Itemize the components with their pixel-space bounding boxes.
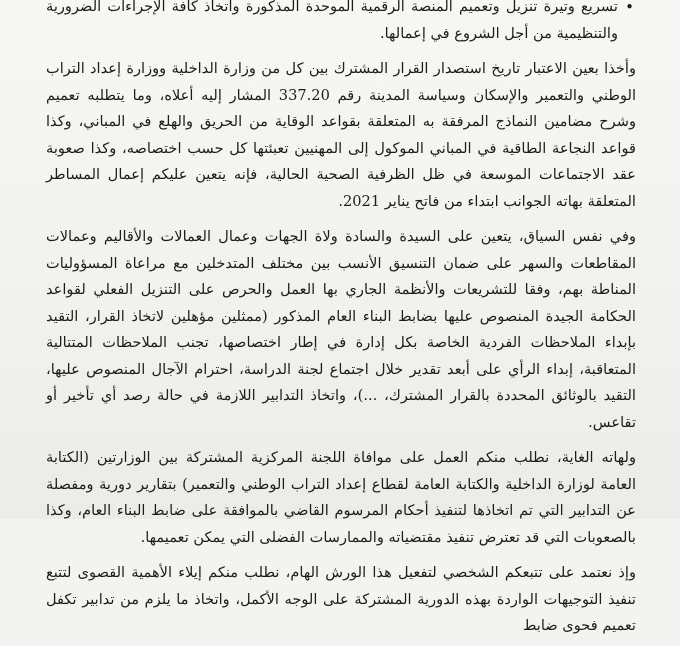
paragraph-2 [46, 56, 636, 215]
paragraph-1 [46, 0, 636, 47]
paragraph-4 [46, 445, 636, 551]
paragraph-line: على ضمان التنسيق الأنسب بين مختلف المتدخلين مع مراعاة المسؤوليات المناطة بهم، وفقا للتشريعات والأنظمة [46, 254, 637, 298]
paragraph-line: التوجيهات الواردة بهذه الدورية المشتركة على الوجه الأكمل، واتخاذ ما يلزم من تدابير تكفل تعميم فحوى ضابط [46, 590, 636, 634]
paragraph-line: الداخلية والكتابة العامة لقطاع إعداد التراب الوطني والتعمير) بتقارير دورية ومفصلة عن التدابير التي تم [46, 475, 637, 519]
bullet-icon: • [625, 0, 634, 16]
paragraph-3 [46, 224, 636, 436]
paragraph-line: وإذ نعتمد على تتبعكم الشخصي لتفعيل هذا الورش الهام، نطلب منكم إيلاء الأهمية القصوى لتتبع تنفيذ [46, 564, 636, 608]
paragraph-line: المرفقة به المتعلقة بقواعد الوقاية من الحريق والهلع في المباني، وكذا قواعد النجاعة الطاقية في المباني الموكول إلى [46, 113, 636, 157]
paragraph-line: ولهاته الغاية، نطلب منكم العمل على موافاة اللجنة المركزية المشتركة بين الوزارتين (الكتابة العامة لوزارة [46, 449, 636, 493]
paragraph-5 [46, 560, 636, 640]
paragraph-line: المذكور (ممثلين مؤهلين لاتخاذ القرار، التقيد بإبداء الملاحظات الفردية الخاصة بكل إدارة في إطار اختصاصها، [46, 307, 637, 351]
paragraph-line: المنصوص عليها، التقيد بالوثائق المحددة بالقرار المشترك، ...)، واتخاذ التدابير اللازمة في حالة رصد أي تأخير أو [46, 360, 636, 404]
paragraph-line: الجاري بها العمل والحرص على التنزيل الفعلي لقواعد الحكامة الجيدة المنصوص عليها بضابط البناء العام [46, 281, 636, 325]
paragraph-line: المهنيين تعبئتها كل حسب اختصاصه، وكذا صعوبة عقد الاجتماعات الموسعة في ظل الظرفية الصحية الحالية، [46, 139, 637, 183]
paragraph-line: تقاعس. [588, 413, 636, 431]
paragraph-line: مقتضياته والممارسات الفضلى التي يمكن تعميمها. [140, 528, 442, 546]
paragraph-line: والتعمير والإسكان وسياسة المدينة رقم 337.20 المشار إليه أعلاه، وما يتطلبه تعميم وشرح مضامين النماذج [46, 86, 636, 130]
paragraph-line: فإنه يتعين عليكم إعمال المساطر المتعلقة بهاته الجوانب ابتداء من فاتح يناير 2021. [46, 166, 636, 210]
paragraph-line: تسريع وتيرة تنزيل وتعميم المنصة الرقمية الموحدة المذكورة واتخاذ كافة الإجراءات الضرورية والتنظيمية [46, 0, 618, 42]
paragraph-line: تجنب الملاحظات المتتالية المتعاقبة، إبداء الرأي على أبعد تقدير خلال اجتماع لجنة الدراسة، احترام الآجال [46, 334, 636, 378]
paragraph-line: وأخذا بعين الاعتبار تاريخ استصدار القرار المشترك بين كل من وزارة الداخلية ووزارة إعداد التراب الوطني [46, 60, 637, 104]
paragraph-line: اتخاذها لتنفيذ أحكام المرسوم القاضي بالموافقة على ضابط البناء العام، وكذا بالصعوبات التي قد تعترض تنفيذ [46, 502, 636, 546]
paragraph-line: وفي نفس السياق، يتعين على السيدة والسادة ولاة الجهات وعمال العمالات والأقاليم وعمالات المقاطعات والسهر [46, 228, 637, 272]
paragraph-line: من أجل الشروع في إعمالها. [379, 24, 552, 42]
